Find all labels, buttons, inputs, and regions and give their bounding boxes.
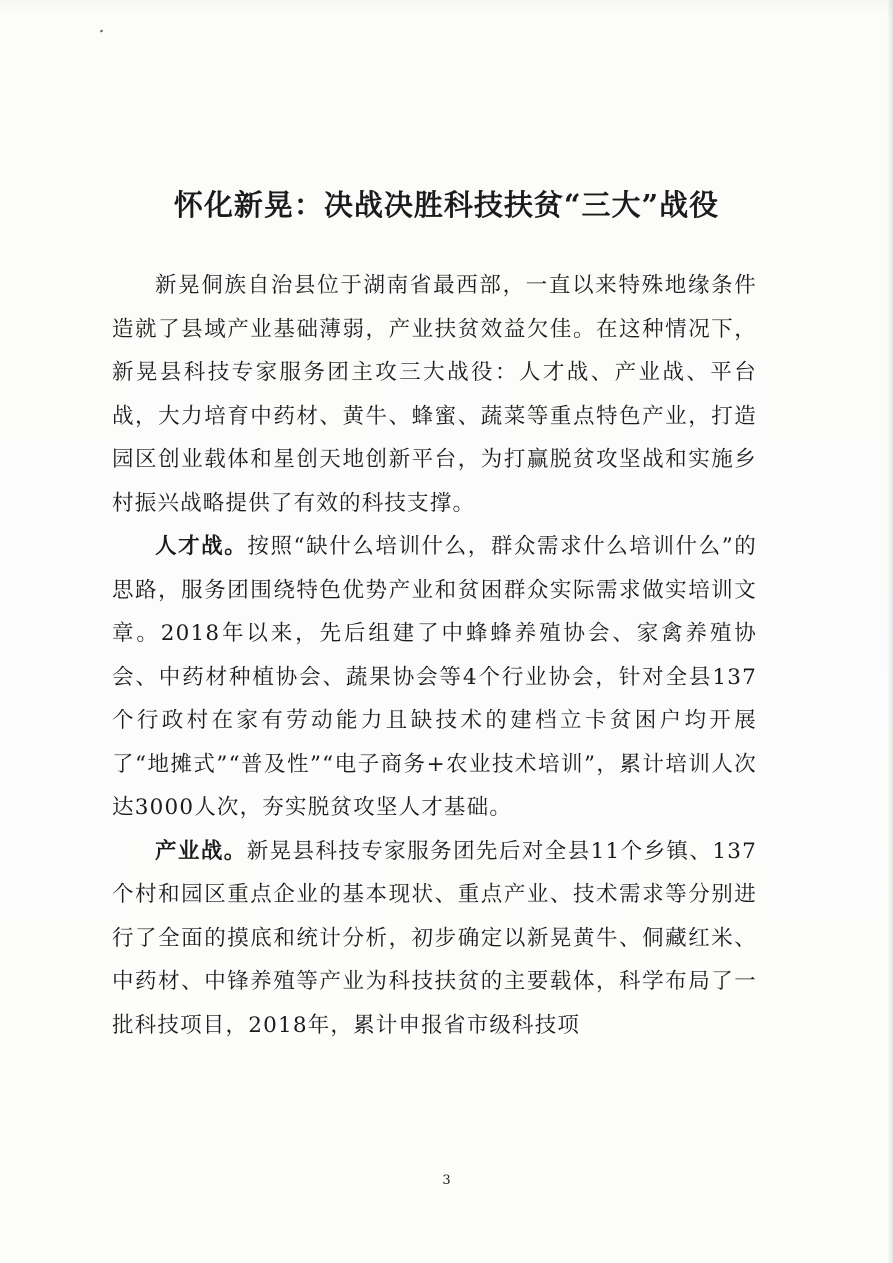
paragraph-text: 按照“缺什么培训什么，群众需求什么培训什么”的思路，服务团围绕特色优势产业和贫困群众实际需求做实培训文章。2018年以来，先后组建了中蜂蜂养殖协会、家禽养殖协会、中药材种植协会、蔬果协会等4个行业协会，针对全县137个行政村在家有劳动能力且缺技术的建档立卡贫困户均开展了“地摊式”“普及性”“电子商务+农业技术培训”，累计培训人次达3000人次，夯实脱贫攻坚人才基础。 xyxy=(112,534,757,820)
paragraph-intro xyxy=(112,264,757,525)
document-body xyxy=(112,264,757,1047)
document-title: 怀化新晃：决战决胜科技扶贫“三大”战役 xyxy=(173,188,720,223)
paragraph-text: 新晃侗族自治县位于湖南省最西部，一直以来特殊地缘条件造就了县域产业基础薄弱，产业扶贫效益欠佳。在这种情况下，新晃县科技专家服务团主攻三大战役：人才战、产业战、平台战，大力培育中药材、黄牛、蜂蜜、蔬菜等重点特色产业，打造园区创业载体和星创天地创新平台，为打赢脱贫攻坚战和实施乡村振兴战略提供了有效的科技支撑。 xyxy=(112,273,757,516)
paragraph-text: 新晃县科技专家服务团先后对全县11个乡镇、137个村和园区重点企业的基本现状、重点产业、技术需求等分别进行了全面的摸底和统计分析，初步确定以新晃黄牛、侗藏红米、中药材、中锋养殖等产业为科技扶贫的主要载体，科学布局了一批科技项目，2018年，累计申报省市级科技项 xyxy=(112,838,757,1038)
paragraph-talent xyxy=(112,525,757,830)
paragraph-lead: 产业战。 xyxy=(155,838,247,864)
page-number: 3 xyxy=(442,1173,451,1188)
paragraph-industry xyxy=(112,830,757,1048)
paragraph-lead: 人才战。 xyxy=(155,534,248,559)
scan-speck xyxy=(100,29,104,32)
